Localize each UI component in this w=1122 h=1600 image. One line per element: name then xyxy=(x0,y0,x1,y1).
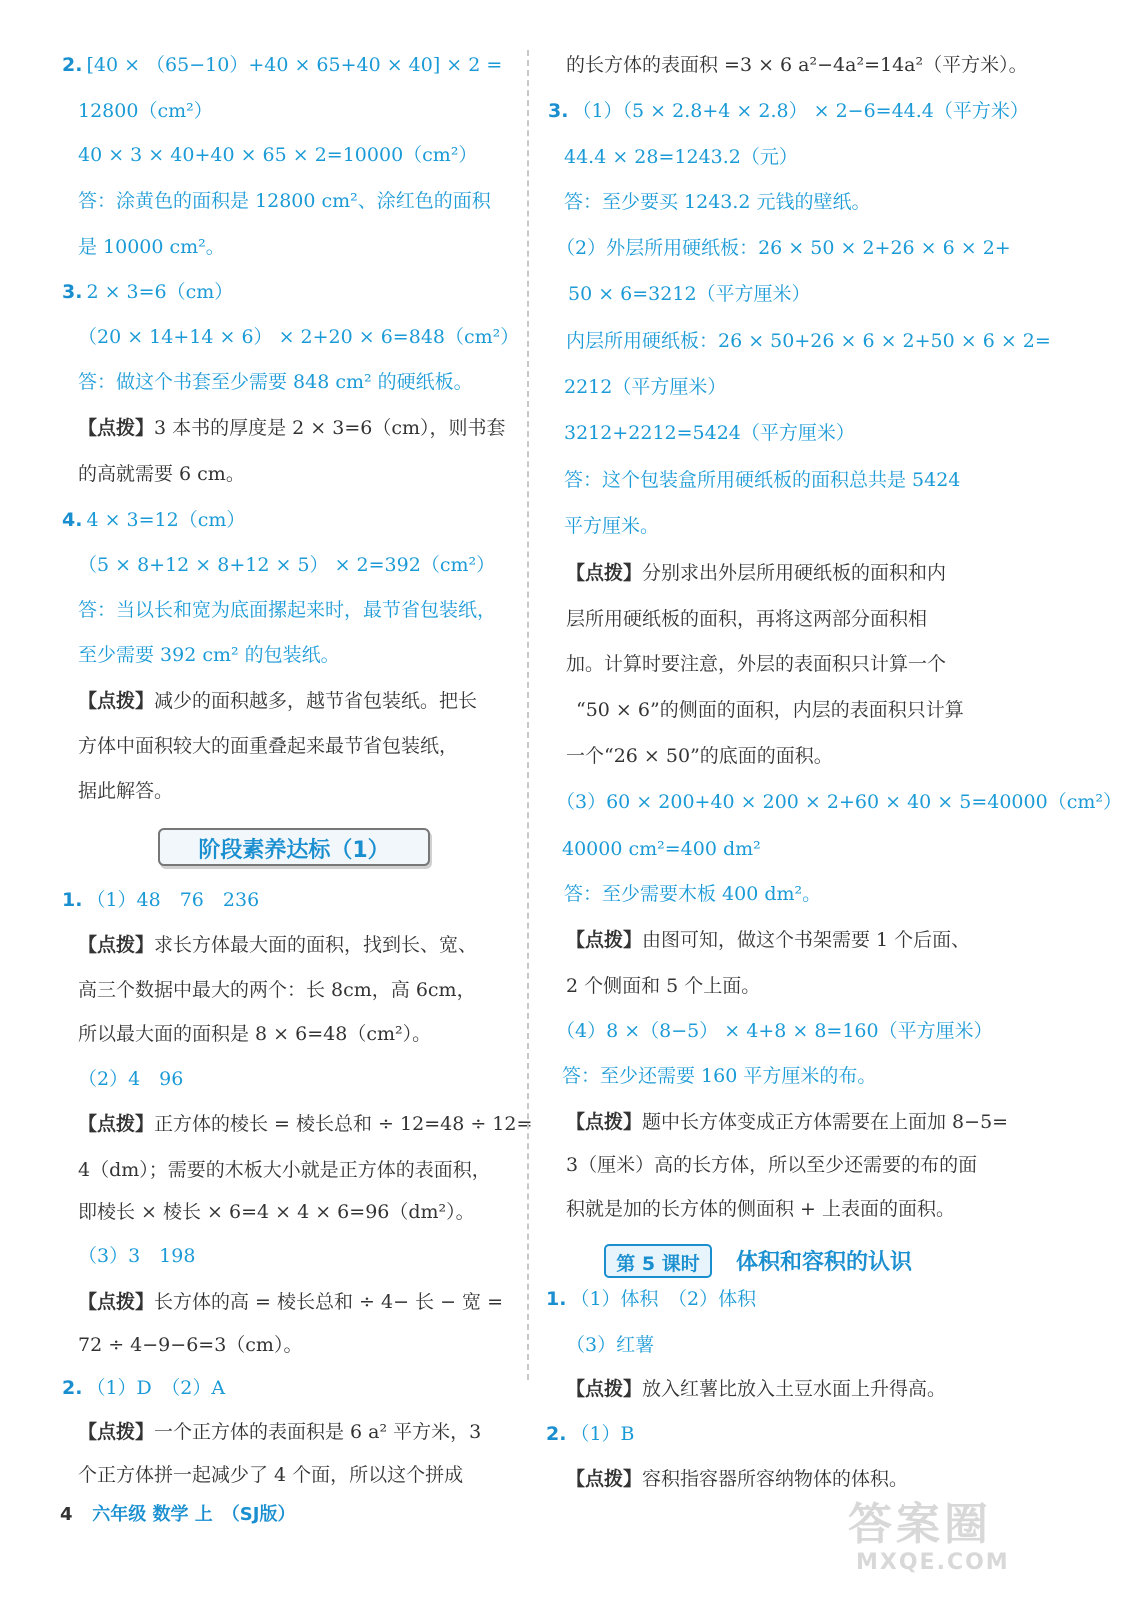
line-text: 44.4 × 28=1243.2（元） xyxy=(564,146,798,168)
line-text: 40000 cm²=400 dm² xyxy=(562,838,761,860)
line-text: 高三个数据中最大的两个：长 8cm，高 6cm， xyxy=(78,979,476,1001)
right-line xyxy=(562,1063,876,1089)
line-text: 一个“26 × 50”的底面的面积。 xyxy=(566,745,833,767)
line-text: （1）B xyxy=(570,1423,635,1445)
line-text: 答：至少还需要 160 平方厘米的布。 xyxy=(562,1065,877,1087)
line-text: （20 × 14+14 × 6） × 2+20 × 6=848（cm²） xyxy=(78,326,520,348)
hint-label: 【点拨】 xyxy=(566,1111,643,1133)
line-text: 减少的面积越多，越节省包装纸。把长 xyxy=(154,690,478,712)
left-line xyxy=(78,1419,481,1445)
line-text: 据此解答。 xyxy=(78,780,174,802)
line-text: （1）体积 （2）体积 xyxy=(570,1288,757,1310)
right-line xyxy=(562,836,761,862)
line-text: （1）（5 × 2.8+4 × 2.8） × 2−6=44.4（平方米） xyxy=(572,100,1029,122)
left-line xyxy=(78,778,173,804)
line-text: 所以最大面的面积是 8 × 6=48（cm²）。 xyxy=(78,1023,432,1045)
left-line xyxy=(78,1243,195,1269)
question-number: 3. xyxy=(548,100,569,122)
hint-label: 【点拨】 xyxy=(78,417,155,439)
line-text: （3）60 × 200+40 × 200 × 2+60 × 40 × 5=40000（cm²） xyxy=(556,791,1122,813)
line-text: 内层所用硬纸板：26 × 50+26 × 6 × 2+50 × 6 × 2= xyxy=(566,330,1051,352)
left-line xyxy=(78,1332,302,1358)
left-line xyxy=(78,1157,491,1183)
right-line xyxy=(566,743,833,769)
line-text: 一个正方体的表面积是 6 a² 平方米，3 xyxy=(154,1421,482,1443)
left-line xyxy=(78,142,477,168)
line-text: 即棱长 × 棱长 × 6=4 × 4 × 6=96（dm²）。 xyxy=(78,1201,475,1223)
right-line xyxy=(566,973,760,999)
line-text: 答：涂黄色的面积是 12800 cm²、涂红色的面积 xyxy=(78,190,491,212)
right-line xyxy=(546,1421,635,1447)
line-text: 3212+2212=5424（平方厘米） xyxy=(564,422,855,444)
hint-label: 【点拨】 xyxy=(566,1378,643,1400)
question-number: 4. xyxy=(62,509,83,531)
line-text: （3）红薯 xyxy=(566,1334,655,1356)
left-line xyxy=(78,597,496,623)
line-text: （2）外层所用硬纸板：26 × 50 × 2+26 × 6 × 2+ xyxy=(556,237,1011,259)
right-line xyxy=(566,328,1051,354)
line-text: （1）D （2）A xyxy=(86,1377,226,1399)
right-line xyxy=(556,235,1011,261)
right-line xyxy=(566,927,970,953)
right-line xyxy=(564,513,659,539)
left-line xyxy=(62,507,245,533)
right-line xyxy=(566,606,927,632)
line-text: 是 10000 cm²。 xyxy=(78,236,225,258)
line-text: （5 × 8+12 × 8+12 × 5） × 2=392（cm²） xyxy=(78,554,496,576)
hint-label: 【点拨】 xyxy=(78,1421,155,1443)
line-text: 2 × 3=6（cm） xyxy=(86,281,234,303)
left-line xyxy=(78,234,225,260)
right-line xyxy=(566,1196,955,1222)
line-text: （1）48 76 236 xyxy=(86,889,260,911)
line-text: 容积指容器所容纳物体的体积。 xyxy=(642,1468,909,1490)
line-text: 2 个侧面和 5 个上面。 xyxy=(566,975,761,997)
lesson-badge-label: 第 5 课时 xyxy=(616,1253,700,1275)
right-line xyxy=(548,98,1029,124)
line-text: 长方体的高 = 棱长总和 ÷ 4− 长 − 宽 = xyxy=(154,1291,504,1313)
hint-label: 【点拨】 xyxy=(78,690,155,712)
line-text: 3（厘米）高的长方体，所以至少还需要的布的面 xyxy=(566,1154,978,1176)
left-line xyxy=(78,1066,183,1092)
lesson-title: 体积和容积的认识 xyxy=(736,1250,913,1275)
line-text: 的高就需要 6 cm。 xyxy=(78,463,245,485)
left-line xyxy=(62,279,233,305)
hint-label: 【点拨】 xyxy=(78,1113,155,1135)
lesson-badge xyxy=(604,1244,712,1278)
right-line xyxy=(546,1286,756,1312)
left-line xyxy=(78,369,473,395)
left-line xyxy=(78,324,519,350)
left-line xyxy=(78,415,506,441)
line-text: 由图可知，做这个书架需要 1 个后面、 xyxy=(642,929,971,951)
line-text: 放入红薯比放入土豆水面上升得高。 xyxy=(642,1378,947,1400)
left-line xyxy=(78,1462,463,1488)
right-line xyxy=(564,144,798,170)
line-text: 加。计算时要注意，外层的表面积只计算一个 xyxy=(566,653,947,675)
question-number: 2. xyxy=(62,54,83,76)
right-line xyxy=(566,1109,1008,1135)
line-text: “50 × 6”的侧面的面积，内层的表面积只计算 xyxy=(576,699,964,721)
line-text: （4）8 ×（8−5） × 4+8 × 8=160（平方厘米） xyxy=(556,1020,993,1042)
left-line xyxy=(78,461,245,487)
left-line xyxy=(78,552,495,578)
right-line xyxy=(556,1018,993,1044)
right-line xyxy=(564,420,855,446)
line-text: 的长方体的表面积 =3 × 6 a²−4a²=14a²（平方米）。 xyxy=(566,54,1028,76)
left-line xyxy=(62,52,502,78)
question-number: 1. xyxy=(546,1288,567,1310)
question-number: 2. xyxy=(62,1377,83,1399)
left-line xyxy=(62,887,259,913)
hint-label: 【点拨】 xyxy=(566,929,643,951)
question-number: 1. xyxy=(62,889,83,911)
right-line xyxy=(576,697,964,723)
line-text: 求长方体最大面的面积，找到长、宽、 xyxy=(154,934,478,956)
line-text: 4（dm）；需要的木板大小就是正方体的表面积， xyxy=(78,1159,491,1181)
hint-label: 【点拨】 xyxy=(78,934,155,956)
right-line xyxy=(566,560,946,586)
right-line xyxy=(564,189,871,215)
watermark xyxy=(838,1488,1028,1588)
question-number: 2. xyxy=(546,1423,567,1445)
line-text: 4 × 3=12（cm） xyxy=(86,509,246,531)
right-line xyxy=(564,374,726,400)
line-text: 个正方体拼一起减少了 4 个面，所以这个拼成 xyxy=(78,1464,464,1486)
hint-label: 【点拨】 xyxy=(566,562,643,584)
line-text: 正方体的棱长 = 棱长总和 ÷ 12=48 ÷ 12= xyxy=(154,1113,533,1135)
line-text: 层所用硬纸板的面积，再将这两部分面积相 xyxy=(566,608,928,630)
page-number: 4 xyxy=(60,1504,73,1525)
line-text: 50 × 6=3212（平方厘米） xyxy=(568,283,811,305)
line-text: 72 ÷ 4−9−6=3（cm）。 xyxy=(78,1334,303,1356)
left-line xyxy=(78,733,458,759)
page-footer xyxy=(60,1500,295,1526)
line-text: 答：至少需要木板 400 dm²。 xyxy=(564,883,822,905)
left-line xyxy=(78,932,477,958)
line-text: 答：至少要买 1243.2 元钱的壁纸。 xyxy=(564,191,871,213)
section-header-box xyxy=(158,828,430,866)
right-line xyxy=(566,1332,654,1358)
left-line xyxy=(62,1375,225,1401)
left-line xyxy=(78,1289,503,1315)
line-text: 积就是加的长方体的侧面积 + 上表面的面积。 xyxy=(566,1198,956,1220)
line-text: 答：做这个书套至少需要 848 cm² 的硬纸板。 xyxy=(78,371,473,393)
hint-label: 【点拨】 xyxy=(566,1468,643,1490)
right-line xyxy=(566,1152,977,1178)
right-line xyxy=(556,789,1122,815)
left-line xyxy=(78,688,477,714)
line-text: 答：当以长和宽为底面摞起来时，最节省包装纸， xyxy=(78,599,497,621)
line-text: 平方厘米。 xyxy=(564,515,660,537)
column-divider xyxy=(527,50,529,1380)
watermark-url: MXQE.COM xyxy=(856,1550,1010,1575)
watermark-text: 答案圈 xyxy=(848,1499,992,1550)
question-number: 3. xyxy=(62,281,83,303)
book-label: 六年级 数学 上 （SJ版） xyxy=(92,1504,296,1525)
left-line xyxy=(78,1021,431,1047)
line-text: 答：这个包装盒所用硬纸板的面积总共是 5424 xyxy=(564,469,961,491)
right-line xyxy=(566,651,946,677)
right-line xyxy=(564,881,821,907)
left-line xyxy=(78,188,491,214)
hint-label: 【点拨】 xyxy=(78,1291,155,1313)
left-line xyxy=(78,642,340,668)
line-text: 2212（平方厘米） xyxy=(564,376,727,398)
line-text: 3 本书的厚度是 2 × 3=6（cm），则书套 xyxy=(154,417,506,439)
line-text: 方体中面积较大的面重叠起来最节省包装纸， xyxy=(78,735,459,757)
left-line xyxy=(78,977,476,1003)
left-line xyxy=(78,98,213,124)
left-line xyxy=(78,1199,475,1225)
line-text: 题中长方体变成正方体需要在上面加 8−5= xyxy=(642,1111,1009,1133)
line-text: （3）3 198 xyxy=(78,1245,196,1267)
line-text: 12800（cm²） xyxy=(78,100,213,122)
line-text: 至少需要 392 cm² 的包装纸。 xyxy=(78,644,340,666)
line-text: （2）4 96 xyxy=(78,1068,184,1090)
line-text: 分别求出外层所用硬纸板的面积和内 xyxy=(642,562,947,584)
right-line xyxy=(566,1376,946,1402)
line-text: [40 × （65−10）+40 × 65+40 × 40] × 2 = xyxy=(86,54,503,76)
left-line xyxy=(78,1111,532,1137)
line-text: 40 × 3 × 40+40 × 65 × 2=10000（cm²） xyxy=(78,144,478,166)
right-line xyxy=(564,467,960,493)
right-line xyxy=(566,52,1028,78)
right-line xyxy=(568,281,811,307)
section-title: 阶段素养达标（1） xyxy=(198,838,390,863)
